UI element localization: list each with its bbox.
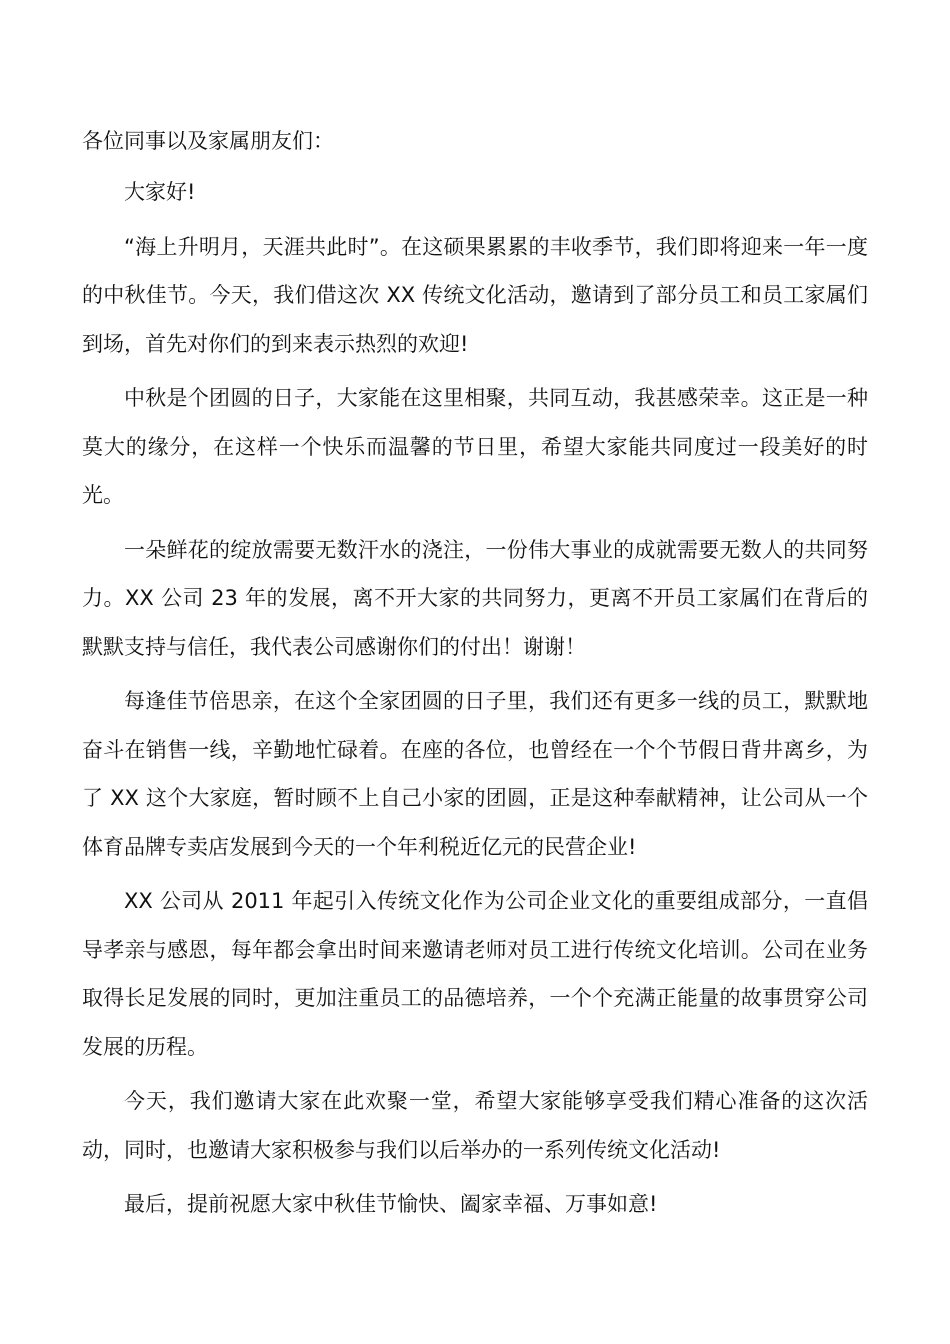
paragraph-greeting: 大家好! (124, 180, 196, 204)
paragraph-frontline: 每逢佳节倍思亲，在这个全家团圆的日子里，我们还有更多一线的员工，默默地奋斗在销售一线，辛勤地忙碌着。在座的各位，也曾经在一个个节假日背井离乡，为了 XX 这个大家庭，暂时顾不上自己小家的团圆，正是这种奉献精神，让公司从一个体育品牌专卖店发展到今天的一个年利税近亿元的民营企业! (82, 689, 868, 859)
paragraph-opening: “海上升明月，天涯共此时”。在这硕果累累的丰收季节，我们即将迎来一年一度的中秋佳节。今天，我们借这次 XX 传统文化活动，邀请到了部分员工和员工家属们到场，首先对你们的到来表示热烈的欢迎! (82, 234, 868, 356)
paragraph-culture: XX 公司从 2011 年起引入传统文化作为公司企业文化的重要组成部分，一直倡导孝亲与感恩，每年都会拿出时间来邀请老师对员工进行传统文化培训。公司在业务取得长足发展的同时，更加注重员工的品德培养，一个个充满正能量的故事贯穿公司发展的历程。 (82, 889, 868, 1059)
paragraph-closing: 最后，提前祝愿大家中秋佳节愉快、阖家幸福、万事如意! (124, 1192, 658, 1216)
paragraph-thanks: 一朵鲜花的绽放需要无数汗水的浇注，一份伟大事业的成就需要无数人的共同努力。XX 公司 23 年的发展，离不开大家的共同努力，更离不开员工家属们在背后的默默支持与信任，我代表公司感谢你们的付出！谢谢！ (82, 537, 868, 659)
paragraph-invitation: 今天，我们邀请大家在此欢聚一堂，希望大家能够享受我们精心准备的这次活动，同时，也邀请大家积极参与我们以后举办的一系列传统文化活动! (82, 1089, 868, 1162)
document-body (82, 120, 868, 1229)
salutation: 各位同事以及家属朋友们： (82, 129, 334, 153)
paragraph-reunion: 中秋是个团圆的日子，大家能在这里相聚，共同互动，我甚感荣幸。这正是一种莫大的缘分，在这样一个快乐而温馨的节日里，希望大家能共同度过一段美好的时光。 (82, 386, 868, 507)
